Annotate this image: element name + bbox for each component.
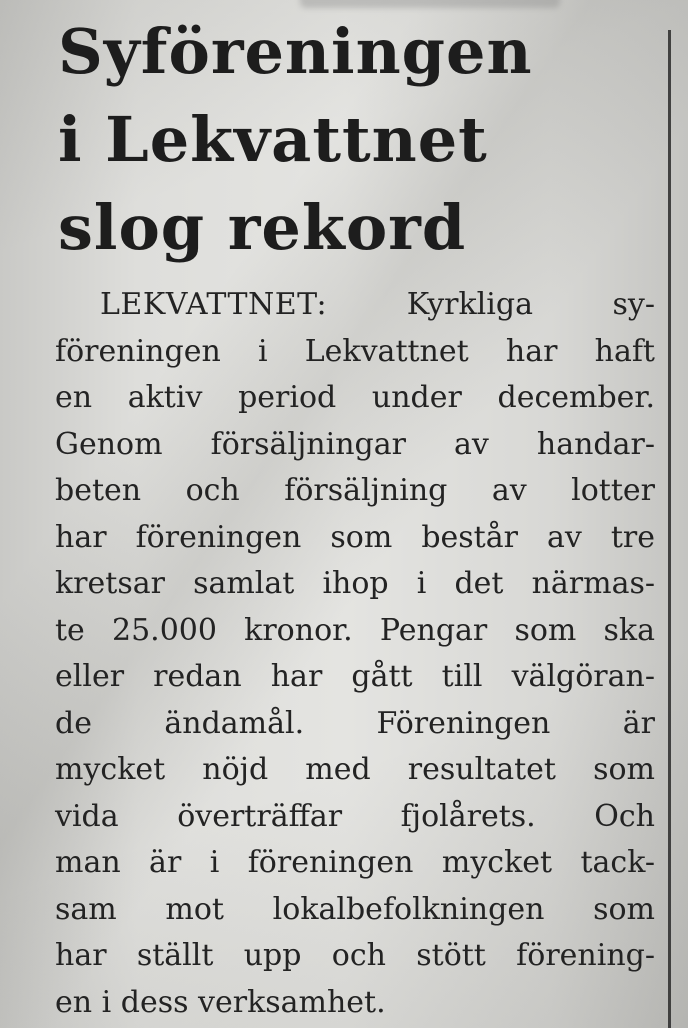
body-line: eller redan har gått till välgöran- <box>55 659 655 694</box>
body-line: sam mot lokalbefolkningen som <box>55 891 655 927</box>
article-body <box>55 282 655 1026</box>
dateline: LEKVATTNET: <box>100 287 328 322</box>
body-line: beten och försäljning av lotter <box>55 473 655 508</box>
body-line-text: Kyrkliga sy- <box>406 287 655 322</box>
column-rule <box>668 30 671 1028</box>
headline-line: slog rekord <box>58 191 467 264</box>
headline-line: i Lekvattnet <box>58 103 488 176</box>
body-line: vida överträffar fjolårets. Och <box>55 798 655 834</box>
body-line <box>55 282 655 329</box>
body-line: mycket nöjd med resultatet som <box>55 752 655 787</box>
body-line: te 25.000 kronor. Pengar som ska <box>55 612 655 648</box>
article-headline <box>58 8 533 272</box>
body-line: kretsar samlat ihop i det närmas- <box>55 566 655 601</box>
body-line: Genom försäljningar av handar- <box>55 426 655 462</box>
previous-article-remnant <box>300 0 560 8</box>
headline-line: Syföreningen <box>58 15 533 88</box>
body-line: föreningen i Lekvattnet har haft <box>55 333 655 369</box>
body-line: en aktiv period under december. <box>55 380 655 415</box>
body-line: har ställt upp och stött förening- <box>55 938 655 973</box>
body-line: har föreningen som består av tre <box>55 519 655 555</box>
body-line: man är i föreningen mycket tack- <box>55 845 655 880</box>
body-line: en i dess verksamhet. <box>55 984 386 1020</box>
body-line: de ändamål. Föreningen är <box>55 705 655 741</box>
